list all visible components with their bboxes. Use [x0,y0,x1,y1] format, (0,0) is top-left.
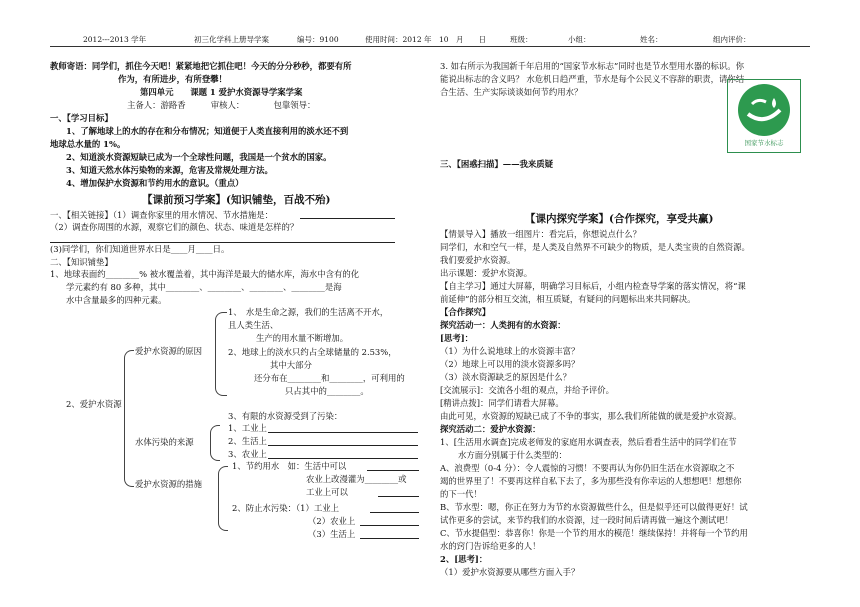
tree-pollution-label: 水体污染的来源 [135,437,194,447]
activity-2: 探究活动二：爱护水资源： [440,424,541,434]
self-study-1: 【自主学习】通过大屏幕，明确学习目标后，小组内检查导学案的落实情况，将“课 [440,281,746,291]
think-q3: （3）淡水资源缺乏的原因是什么？ [440,372,571,382]
objective-2: 2、知道淡水资源短缺已成为一个全球性问题，我国是一个贫水的国家。 [66,152,332,162]
unit-title: 第四单元 课题 1 爱护水资源导学案学案 [140,87,303,97]
logo-caption: 国家节水标志 [744,139,784,147]
type-b1: B、节水型：嗯，你正在努力为节约水资源做些什么，但是似乎还可以做得更好！试 [440,502,748,512]
tree-reason-1a: 1、 水是生命之源，我们的生活离不开水， [228,307,389,317]
question-3a: 3. 如右所示为我国新千年启用的“国家节水标志”同时也是节水型用水器的标识。你 [440,61,744,71]
answer-blank[interactable] [50,234,395,243]
question-3c: 合生活、生产实际谈谈如何节约用水？ [440,87,583,97]
tree-reason-2d: 只占其中的________。 [285,386,369,396]
teacher-motto-line1: 教师寄语：同学们，抓住今天吧！紧紧地把它抓住吧！今天的分分秒秒，都要有所 [50,61,352,71]
intro-1: 【情景导入】播放一组图片：看完后，你想说点什么？ [440,229,641,239]
knowledge-1c: 水中含量最多的四种元素。 [66,295,167,305]
answer-blank[interactable] [268,450,418,459]
tree-root-label: 2、爱护水资源 [66,399,122,409]
measure-bracket [218,466,228,531]
reason-bracket [215,312,227,396]
answer-blank[interactable] [360,530,419,539]
self-study-2: 前延伸”的部分相互交流，相互质疑，有疑问的问题标出来共同解决。 [440,294,696,304]
activity-1: 探究活动一：人类拥有的水资源： [440,320,566,330]
tree-reason-2c: 还分布在________和________，可利用的 [254,373,405,383]
teacher-motto-line2: 作为，有所进步，有所登攀！ [118,74,227,84]
objective-3: 3、知道天然水体污染物的来源，危害及常规处理方法。 [66,165,273,175]
section-doubts: 三、【困惑扫描】——我来质疑 [440,159,554,169]
root-bracket [124,350,134,487]
editors-line: 主备人：游路香 审核人： 包靠领导： [127,100,316,110]
header-group: 小组： [568,35,591,44]
think-label: [思考]： [440,333,474,343]
knowledge-1b: 学元素约有 80 多种，其中________、________、________、________是海 [66,282,342,292]
tree-pollution-heading: 3、有限的水资源受到了污染： [228,411,343,421]
link-3: (3)同学们，你们知道世界水日是____月____日。 [50,244,230,254]
tree-measure-2: 农业上改漫灌为________或 [306,474,407,484]
water-drop-icon [738,84,790,136]
tree-reason-2b: 其中大部分 [270,360,312,370]
section-objectives: 一、【学习目标】 [50,113,113,123]
link-1: 一、【相关链接】（1）调查你家里的用水情况、节水措施是： [50,210,274,220]
tree-pollution-2: 2、生活上 [228,436,267,446]
answer-blank[interactable] [360,517,419,526]
explain-line: [精讲点拨]：同学们请看大屏幕。 [440,398,564,408]
pollution-bracket [210,425,220,461]
header-class: 班级： [510,35,533,44]
header-divider [50,46,810,47]
type-b2: 试作更多的尝试，来节约我们的水资源，过一段时间后请再做一遍这个测试吧！ [440,515,734,525]
think-q1: （1）为什么说地球上的水资源丰富？ [440,346,580,356]
objective-4: 4、增加保护水资源和节约用水的意识。（重点） [66,178,244,188]
coop-heading: 【合作探究】 [440,307,491,317]
tree-measure-label: 爱护水资源的措施 [135,479,202,489]
tree-protect-3: （3）生活上 [308,529,356,539]
conclusion-line: 由此可见，水资源的短缺已成了不争的事实，那么我们所能做的就是爱护水资源。 [440,411,742,421]
type-a2: 竭的世界里了！不要再这样自私下去了，多为那些没有你幸运的人想想吧！想想你 [440,476,742,486]
tree-reason-2a: 2、地球上的淡水只约占全球储量的 2.53%， [228,347,397,357]
think-q2: （2）地球上可以用的淡水资源多吗？ [440,359,580,369]
survey-2: 水方面分别属于什么类型的： [458,450,567,460]
tree-protect-2: （2）农业上 [308,516,356,526]
tree-pollution-1: 1、工业上 [228,423,267,433]
header-date: 使用时间：2012 年 10 月 日 [365,35,487,44]
type-a1: A、浪费型（0-4 分）：令人震惊的习惯！不要再认为你仍旧生活在水资源取之不 [440,463,735,473]
section-knowledge: 二、【知识铺垫】 [50,257,113,267]
think-2-q1: （1）爱护水资源要从哪些方面入手？ [440,567,580,577]
knowledge-1a: 1、地球表面约________% 被水覆盖着，其中海洋是最大的储水库，海水中含有的化 [50,269,360,279]
tree-protect-1: 2、防止水污染：（1）工业上 [232,503,339,513]
answer-blank[interactable] [378,488,419,497]
answer-blank[interactable] [300,210,395,219]
intro-4: 出示课题：爱护水资源。 [440,268,533,278]
preview-title: 【课前预习学案】(知识铺垫，百战不殆) [142,194,331,206]
share-line: [交流展示]：交流各小组的观点，并给予评价。 [440,385,615,395]
tree-measure-3: 工业上可以 [306,487,348,497]
tree-reason-1c: 生产的用水量不断增加。 [256,333,349,343]
answer-blank[interactable] [268,437,418,446]
water-saving-logo [727,79,801,153]
survey-1: 1、[生活用水调查]完成老师发的家庭用水调查表，然后看看生活中的同学们在节 [440,437,737,447]
header-name: 姓名： [640,35,663,44]
think-2-label: 2、[思考]： [440,554,488,564]
tree-reason-1b: 且人类生活、 [228,320,279,330]
objective-1a: 1、了解地球上的水的存在和分布情况；知道便于人类直接利用的淡水还不到 [66,126,349,136]
tree-reason-label: 爱护水资源的原因 [135,346,202,356]
answer-blank[interactable] [370,504,419,513]
tree-measure-1: 1、节约用水 如：生活中可以 [232,461,347,471]
header-year: 2012---2013 学年 [83,35,147,44]
intro-3: 我们要爱护水资源。 [440,255,516,265]
type-c1: C、节水提倡型：恭喜你！你是一个节约用水的模范！继续保持！并将每一个节约用 [440,528,748,538]
header-evaluation: 组内评价： [713,35,751,44]
header-subject: 初三化学科上册导学案 [194,35,269,44]
tree-pollution-3: 3、农业上 [228,449,267,459]
link-2: （2）调查你周围的水源，观察它们的颜色、状态、味道是怎样的？ [50,222,299,232]
question-3b: 能说出标志的含义吗？ 水危机日趋严重，节水是每个公民义不容辞的职责，请你结 [440,74,745,84]
answer-blank[interactable] [268,424,418,433]
header-code: 编号：9100 [297,35,339,44]
intro-2: 同学们，水和空气一样，是人类及自然界不可缺少的物质，是人类宝贵的自然资源。 [440,242,750,252]
objective-1b: 地球总水量的 1%。 [50,139,126,149]
type-c2: 水的窍门告诉给更多的人！ [440,541,541,551]
type-a3: 的下一代！ [440,489,482,499]
answer-blank[interactable] [367,462,419,471]
inclass-title: 【课内探究学案】(合作探究，享受共赢) [525,213,714,225]
